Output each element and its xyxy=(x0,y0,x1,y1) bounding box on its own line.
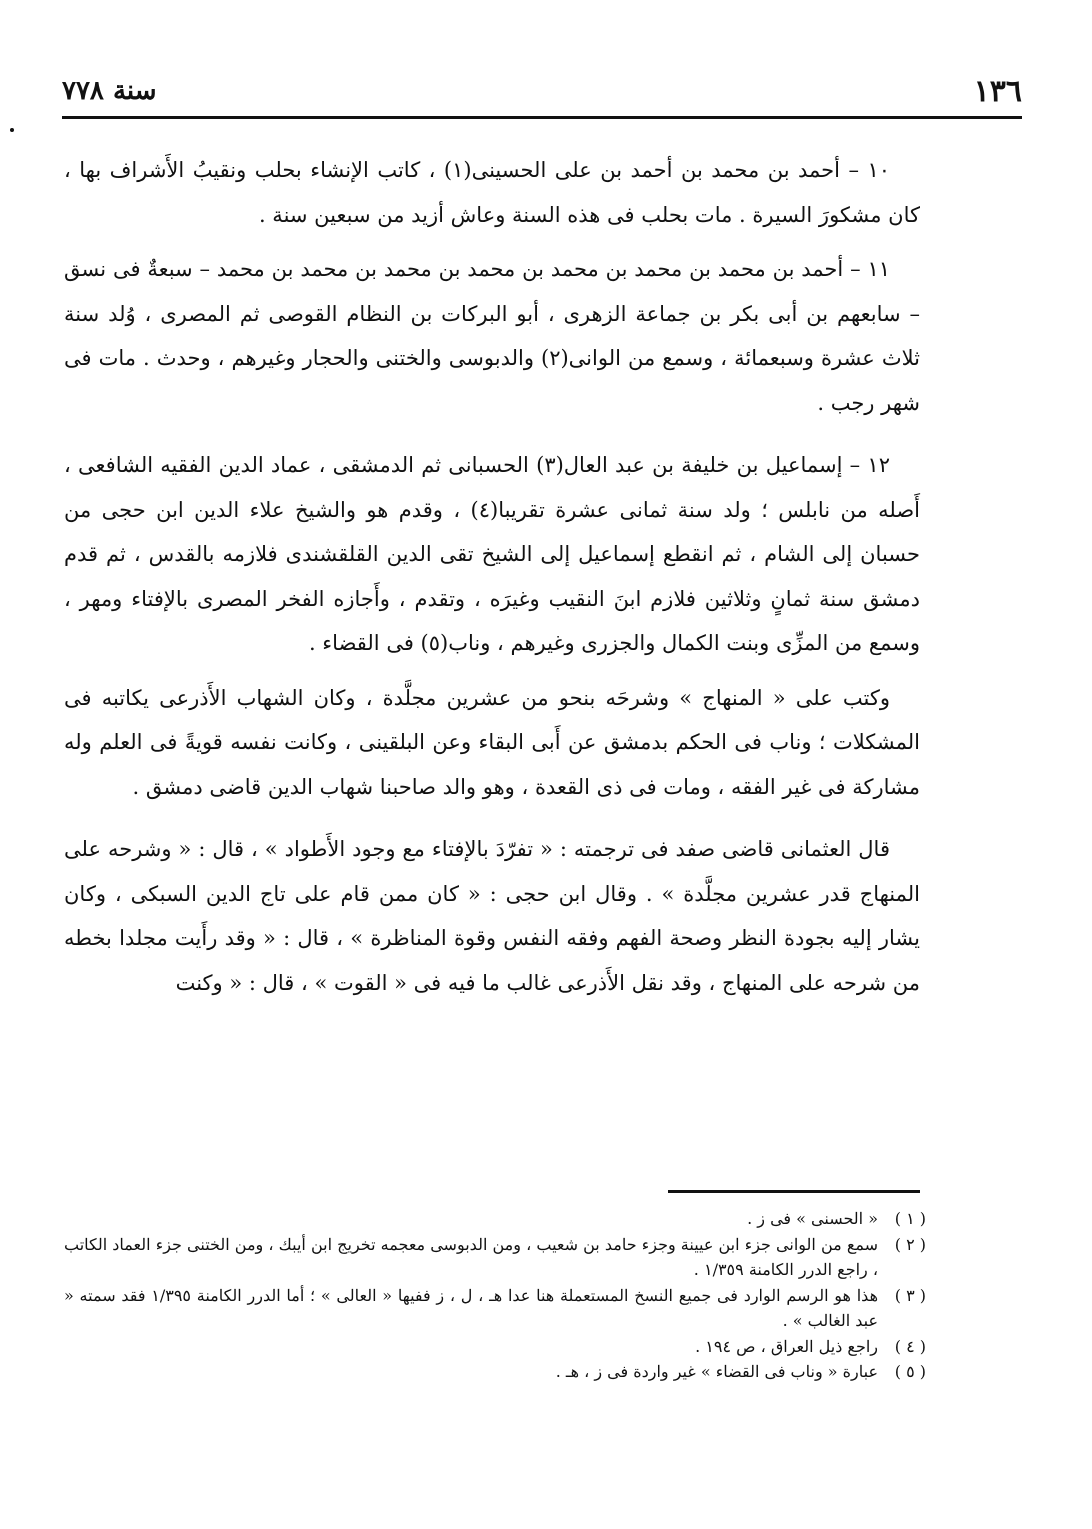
footnote-text: « الحسنى » فى ز . xyxy=(747,1209,878,1228)
entry-11: ١١ – أحمد بن محمد بن محمد بن محمد بن محمد بن محمد بن محمد بن محمد – سبعةٌ فى نسق – سابعهم بن أبى بكر بن جماعة الزهرى ، أبو البركات بن النظام القوصى ثم المصرى ، وُلد سنة ثلاث عشرة وسبعمائة ، وسمع من الوانى(٢) والدبوسى والختنى والحجار وغيرهم ، وحدث . مات فى شهر رجب . xyxy=(64,257,921,415)
entry-10: ١٠ – أحمد بن محمد بن أحمد بن على الحسينى(١) ، كاتب الإنشاء بحلب ونقيبُ الأَشراف بها ، كان مشكورَ السيرة . مات بحلب فى هذه السنة وعاش أزيد من سبعين سنة . xyxy=(64,158,920,227)
header-rule xyxy=(62,116,1022,119)
running-head: سنة ٧٧٨ xyxy=(62,76,157,106)
footnote-text: هذا هو الرسم الوارد فى جميع النسخ المستعملة هنا عدا هـ ، ل ، ز ففيها « العالى » ؛ أما الدرر الكامنة ١/٣٩٥ فقد سمته « عبد الغالب » . xyxy=(64,1285,879,1330)
footnote-item xyxy=(64,1206,926,1232)
page-header xyxy=(62,68,1022,116)
footnotes xyxy=(64,1206,926,1385)
margin-mark xyxy=(10,128,14,132)
footnote-item xyxy=(64,1232,926,1283)
entry-12-continued: وكتب على « المنهاج » وشرحَه بنحو من عشرين مجلَّدة ، وكان الشهاب الأَذرعى يكاتبه فى المشكلات ؛ وناب فى الحكم بدمشق عن أَبى البقاء وعن البلقينى ، وكانت نفسه قويةً فى العلم وله مشاركة فى غير الفقه ، ومات فى ذى القعدة ، وهو والد صاحبنا شهاب الدين قاضى دمشق . xyxy=(64,685,920,799)
footnote-text: سمع من الوانى جزء ابن عيينة وجزء حامد بن شعيب ، ومن الدبوسى معجمه تخريج ابن أيبك ، ومن الختنى جزء العماد الكاتب ، راجع الدرر الكامنة ١/٣٥٩ . xyxy=(64,1234,878,1279)
footnote-text: راجع ذيل العراق ، ص ١٩٤ . xyxy=(695,1336,878,1356)
page-number: ١٣٦ xyxy=(973,74,1022,109)
footnote-item xyxy=(64,1334,926,1360)
entry-12-quotation: قال العثمانى قاضى صفد فى ترجمته : « تفرّدَ بالإفتاء مع وجود الأَطواد » ، قال : « وشرحه على المنهاج قدر عشرين مجلَّدة » . وقال ابن حجى : « كان ممن قام على تاج الدين السبكى ، وكان يشار إليه بجودة النظر وصحة الفهم وفقه النفس وقوة المناظرة » ، قال : « وقد رأَيت مجلدا بخطه من شرحه على المنهاج ، وقد نقل الأَذرعى غالب ما فيه فى « القوت » ، قال : « وكنت xyxy=(64,837,920,995)
footnote-number: ( ٢ ) xyxy=(894,1234,926,1254)
footnote-text: عبارة « وناب فى القضاء » غير واردة فى ز ، هـ . xyxy=(555,1362,878,1381)
footnote-number: ( ٥ ) xyxy=(894,1362,926,1381)
footnote-number: ( ٣ ) xyxy=(894,1285,926,1305)
footnote-number: ( ١ ) xyxy=(894,1209,926,1228)
body-text xyxy=(64,148,920,1005)
footnote-item xyxy=(64,1359,926,1385)
footnote-rule xyxy=(668,1190,920,1193)
entry-12: ١٢ – إسماعيل بن خليفة بن عبد العال(٣) الحسبانى ثم الدمشقى ، عماد الدين الفقيه الشافعى ، أَصله من نابلس ؛ ولد سنة ثمانى عشرة تقريبا(٤) ، وقدم هو والشيخ علاء الدين ابن حجى من حسبان إلى الشام ، ثم انقطع إسماعيل إلى الشيخ تقى الدين القلقشندى فلازمه بالقدس ، ثم قدم دمشق سنة ثمانٍ وثلاثين فلازم ابنَ النقيب وغيرَه ، وتقدم ، وأَجازه الفخر المصرى بالإفتاء ومهر ، وسمع من المزِّى وبنت الكمال والجزرى وغيرهم ، وناب(٥) فى القضاء . xyxy=(64,453,921,655)
footnote-item xyxy=(64,1283,926,1334)
footnote-number: ( ٤ ) xyxy=(894,1336,926,1356)
